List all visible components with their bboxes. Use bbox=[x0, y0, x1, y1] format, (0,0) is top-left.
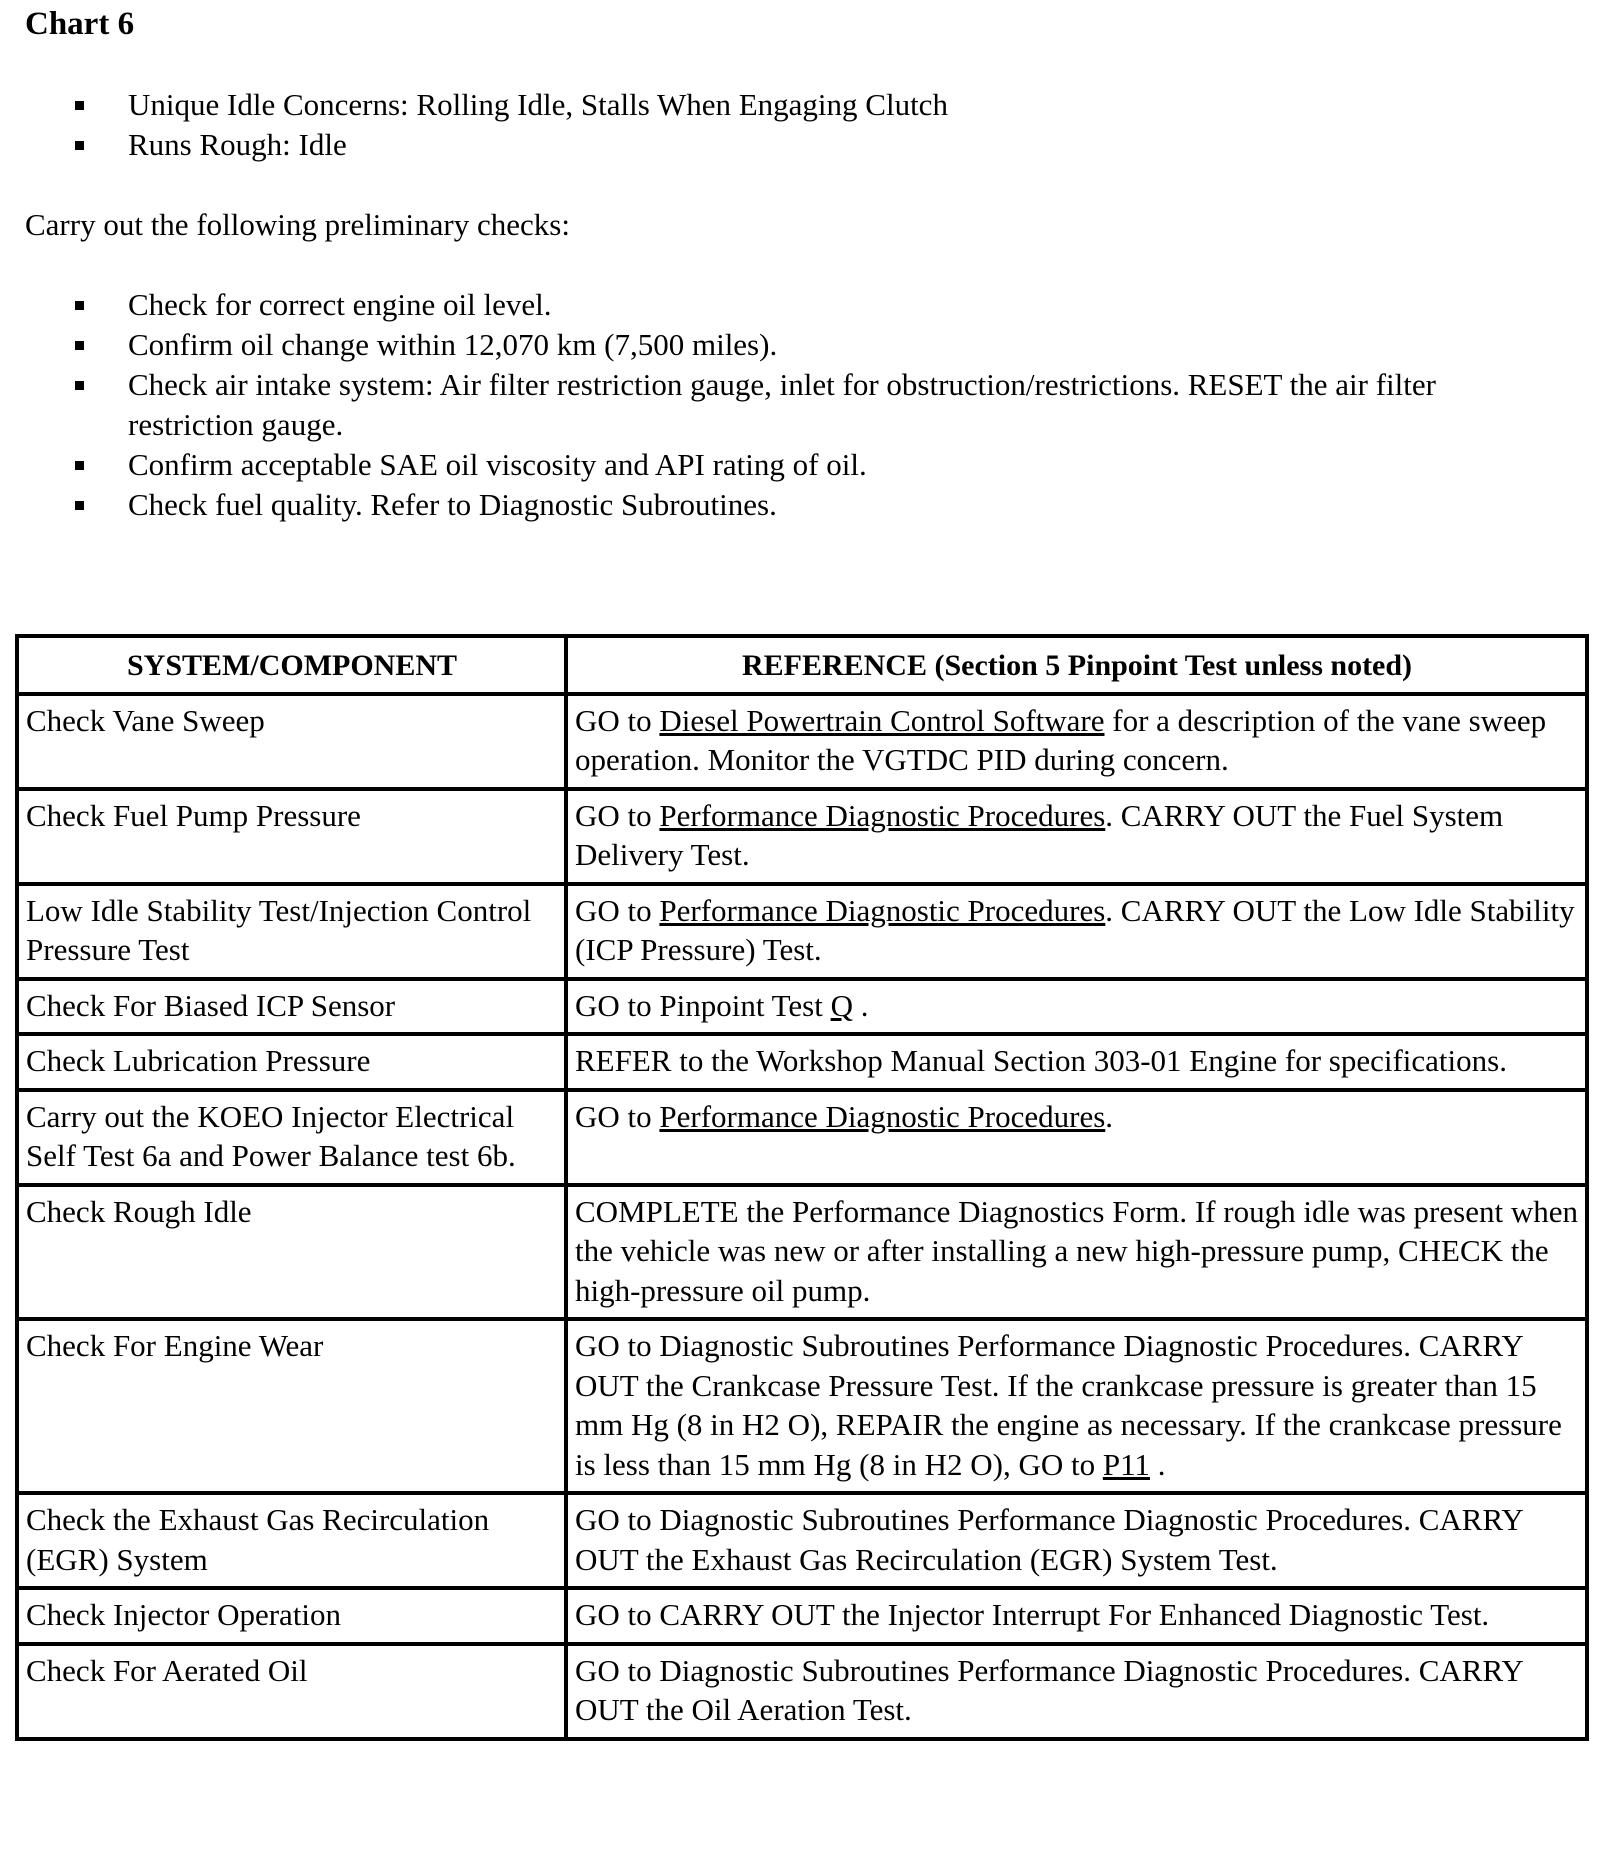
reference-text-after: for a description of the vane sweep operation. Monitor the VGTDC PID during concern. bbox=[575, 702, 1547, 777]
table-header-row bbox=[17, 636, 1587, 694]
table-row bbox=[17, 1090, 1587, 1185]
component-cell: Low Idle Stability Test/Injection Control Pressure Test bbox=[17, 884, 566, 979]
table-row bbox=[17, 789, 1587, 884]
reference-text: GO to Diagnostic Subroutines Performance Diagnostic Procedures. CARRY OUT the Exhaust Gas Recirculation (EGR) System Test. bbox=[575, 1502, 1523, 1577]
component-cell: Check Injector Operation bbox=[17, 1588, 566, 1644]
reference-text: GO to bbox=[575, 892, 660, 928]
reference-text: GO to Diagnostic Subroutines Performance Diagnostic Procedures. CARRY OUT the Oil Aeration Test. bbox=[575, 1652, 1523, 1727]
reference-link[interactable]: Q bbox=[830, 987, 854, 1023]
component-cell: Check Rough Idle bbox=[17, 1185, 566, 1320]
component-cell: Check For Aerated Oil bbox=[17, 1644, 566, 1739]
concern-item bbox=[0, 125, 1560, 165]
reference-text-after: . CARRY OUT the Low Idle Stability (ICP Pressure) Test. bbox=[575, 892, 1575, 967]
concern-text: Runs Rough: Idle bbox=[128, 127, 347, 162]
reference-link[interactable]: Performance Diagnostic Procedures bbox=[659, 892, 1106, 928]
table-row bbox=[17, 979, 1587, 1035]
table-row bbox=[17, 694, 1587, 789]
concern-text: Unique Idle Concerns: Rolling Idle, Stalls When Engaging Clutch bbox=[128, 87, 948, 122]
check-text: Confirm oil change within 12,070 km (7,500 miles). bbox=[128, 327, 778, 362]
reference-link[interactable]: Performance Diagnostic Procedures bbox=[659, 797, 1106, 833]
bullet-square-icon bbox=[75, 301, 84, 310]
component-cell: Check Fuel Pump Pressure bbox=[17, 789, 566, 884]
reference-text: REFER to the Workshop Manual Section 303-01 Engine for specifications. bbox=[575, 1043, 1507, 1078]
column-header-component: SYSTEM/COMPONENT bbox=[17, 636, 566, 694]
reference-text: GO to bbox=[575, 702, 660, 738]
bullet-square-icon bbox=[75, 461, 84, 470]
check-item bbox=[0, 285, 1560, 325]
preliminary-intro: Carry out the following preliminary checks: bbox=[25, 207, 570, 242]
reference-cell bbox=[566, 1588, 1587, 1644]
check-text: Confirm acceptable SAE oil viscosity and API rating of oil. bbox=[128, 447, 867, 482]
chart-title: Chart 6 bbox=[25, 6, 135, 42]
table-row bbox=[17, 1588, 1587, 1644]
concern-item bbox=[0, 85, 1560, 125]
reference-link[interactable]: P11 bbox=[1102, 1446, 1150, 1482]
reference-cell bbox=[566, 694, 1587, 789]
column-header-reference: REFERENCE (Section 5 Pinpoint Test unless noted) bbox=[566, 636, 1587, 694]
reference-text-after: . bbox=[1105, 1098, 1114, 1134]
table-row bbox=[17, 1644, 1587, 1739]
reference-cell bbox=[566, 1034, 1587, 1090]
reference-text-after: . CARRY OUT the Fuel System Delivery Test. bbox=[575, 797, 1504, 872]
reference-text: GO to Pinpoint Test bbox=[575, 987, 831, 1023]
check-text: Check fuel quality. Refer to Diagnostic Subroutines. bbox=[128, 487, 777, 522]
reference-text-after: . bbox=[1149, 1446, 1166, 1482]
reference-text: GO to bbox=[575, 797, 660, 833]
component-cell: Check the Exhaust Gas Recirculation (EGR) System bbox=[17, 1493, 566, 1588]
table-row bbox=[17, 1493, 1587, 1588]
reference-cell bbox=[566, 1319, 1587, 1493]
reference-link[interactable]: Diesel Powertrain Control Software bbox=[659, 702, 1105, 738]
reference-cell bbox=[566, 979, 1587, 1035]
reference-cell bbox=[566, 1185, 1587, 1320]
reference-cell bbox=[566, 1644, 1587, 1739]
reference-text: GO to Diagnostic Subroutines Performance Diagnostic Procedures. CARRY OUT the Crankcase Pressure Test. If the crankcase pressure is greater than 15 mm Hg (8 in H2 O), REPAIR the engine as necessary. If the crankcase pressure is less than 15 mm Hg (8 in H2 O), GO to bbox=[575, 1328, 1562, 1482]
check-item bbox=[0, 485, 1560, 525]
table-row bbox=[17, 1319, 1587, 1493]
table-row bbox=[17, 884, 1587, 979]
reference-text: GO to CARRY OUT the Injector Interrupt For Enhanced Diagnostic Test. bbox=[575, 1597, 1490, 1632]
table-row bbox=[17, 1185, 1587, 1320]
component-cell: Check For Biased ICP Sensor bbox=[17, 979, 566, 1035]
check-item bbox=[0, 365, 1560, 445]
reference-text-after: . bbox=[853, 987, 869, 1023]
table-row bbox=[17, 1034, 1587, 1090]
component-cell: Check Vane Sweep bbox=[17, 694, 566, 789]
bullet-square-icon bbox=[75, 101, 84, 110]
check-item bbox=[0, 445, 1560, 485]
reference-text: COMPLETE the Performance Diagnostics Form. If rough idle was present when the vehicle was new or after installing a new high-pressure pump, CHECK the high-pressure oil pump. bbox=[575, 1193, 1578, 1308]
preliminary-checks-list bbox=[0, 285, 1560, 525]
bullet-square-icon bbox=[75, 501, 84, 510]
bullet-square-icon bbox=[75, 381, 84, 390]
reference-text: GO to bbox=[575, 1098, 660, 1134]
component-cell: Check For Engine Wear bbox=[17, 1319, 566, 1493]
bullet-square-icon bbox=[75, 341, 84, 350]
bullet-square-icon bbox=[75, 141, 84, 150]
component-cell: Carry out the KOEO Injector Electrical Self Test 6a and Power Balance test 6b. bbox=[17, 1090, 566, 1185]
component-cell: Check Lubrication Pressure bbox=[17, 1034, 566, 1090]
check-text: Check air intake system: Air filter restriction gauge, inlet for obstruction/restrictions. RESET the air filter restriction gauge. bbox=[128, 367, 1436, 442]
check-item bbox=[0, 325, 1560, 365]
reference-cell bbox=[566, 789, 1587, 884]
reference-link[interactable]: Performance Diagnostic Procedures bbox=[659, 1098, 1106, 1134]
check-text: Check for correct engine oil level. bbox=[128, 287, 552, 322]
reference-table bbox=[15, 634, 1589, 1741]
reference-cell bbox=[566, 1090, 1587, 1185]
reference-cell bbox=[566, 1493, 1587, 1588]
concerns-list bbox=[0, 85, 1560, 165]
reference-cell bbox=[566, 884, 1587, 979]
